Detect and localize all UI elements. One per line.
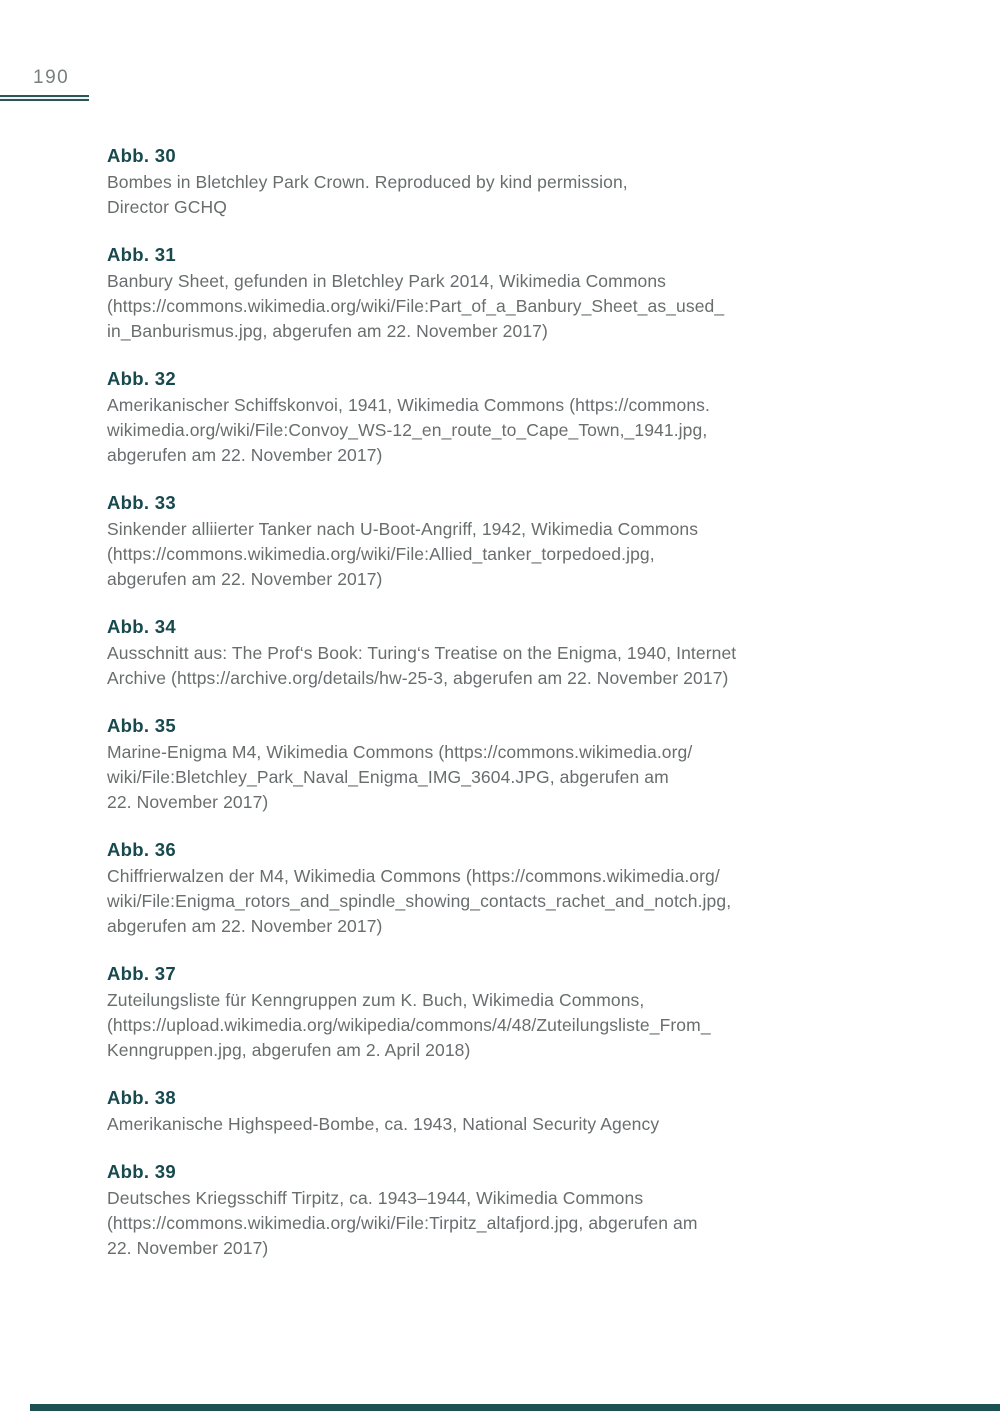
figure-credit-line: wiki/File:Enigma_rotors_and_spindle_showing_contacts_rachet_and_notch.jpg,: [107, 891, 732, 911]
figure-credit-line: Archive (https://archive.org/details/hw-25-3, abgerufen am 22. November 2017): [107, 668, 729, 688]
figure-credit-entry: [107, 143, 847, 220]
figure-credit-line: Chiffrierwalzen der M4, Wikimedia Commons (https://commons.wikimedia.org/: [107, 866, 720, 886]
figure-credit-line: (https://upload.wikimedia.org/wikipedia/commons/4/48/Zuteilungsliste_From_: [107, 1015, 711, 1035]
figure-credit-entry: [107, 490, 847, 592]
footer-bar: [30, 1404, 1000, 1411]
figure-credit-line: (https://commons.wikimedia.org/wiki/File:Allied_tanker_torpedoed.jpg,: [107, 544, 655, 564]
page-number-rule: [0, 95, 89, 101]
figure-credit-line: Ausschnitt aus: The Prof‘s Book: Turing‘s Treatise on the Enigma, 1940, Internet: [107, 643, 737, 663]
figure-credit-line: (https://commons.wikimedia.org/wiki/File:Tirpitz_altafjord.jpg, abgerufen am: [107, 1213, 698, 1233]
figure-credits-list: [107, 143, 847, 1283]
figure-credit-entry: [107, 837, 847, 939]
page-number: 190: [33, 67, 70, 88]
figure-credit-entry: [107, 1159, 847, 1261]
figure-label: Abb. 33: [107, 492, 176, 513]
figure-credit-line: Zuteilungsliste für Kenngruppen zum K. Buch, Wikimedia Commons,: [107, 990, 645, 1010]
figure-credit-line: in_Banburismus.jpg, abgerufen am 22. November 2017): [107, 321, 548, 341]
figure-credit-line: Deutsches Kriegsschiff Tirpitz, ca. 1943–1944, Wikimedia Commons: [107, 1188, 644, 1208]
figure-credit-line: abgerufen am 22. November 2017): [107, 569, 383, 589]
figure-credit-entry: [107, 713, 847, 815]
figure-credit-line: wiki/File:Bletchley_Park_Naval_Enigma_IMG_3604.JPG, abgerufen am: [107, 767, 669, 787]
figure-credit-line: abgerufen am 22. November 2017): [107, 445, 383, 465]
figure-credit-line: Amerikanischer Schiffskonvoi, 1941, Wikimedia Commons (https://commons.: [107, 395, 710, 415]
figure-credit-line: abgerufen am 22. November 2017): [107, 916, 383, 936]
figure-credit-entry: [107, 1085, 847, 1137]
figure-credit-line: Banbury Sheet, gefunden in Bletchley Park 2014, Wikimedia Commons: [107, 271, 667, 291]
figure-label: Abb. 39: [107, 1161, 176, 1182]
figure-label: Abb. 31: [107, 244, 176, 265]
figure-label: Abb. 37: [107, 963, 176, 984]
figure-label: Abb. 36: [107, 839, 176, 860]
figure-credit-line: Amerikanische Highspeed-Bombe, ca. 1943, National Security Agency: [107, 1114, 660, 1134]
figure-credit-line: 22. November 2017): [107, 1238, 269, 1258]
figure-credit-line: Bombes in Bletchley Park Crown. Reproduced by kind permission,: [107, 172, 628, 192]
figure-credit-entry: [107, 961, 847, 1063]
figure-credit-line: Marine-Enigma M4, Wikimedia Commons (https://commons.wikimedia.org/: [107, 742, 693, 762]
figure-credit-line: Sinkender alliierter Tanker nach U-Boot-Angriff, 1942, Wikimedia Commons: [107, 519, 699, 539]
figure-label: Abb. 38: [107, 1087, 176, 1108]
figure-credit-line: wikimedia.org/wiki/File:Convoy_WS-12_en_route_to_Cape_Town,_1941.jpg,: [107, 420, 708, 440]
figure-credit-line: 22. November 2017): [107, 792, 269, 812]
figure-label: Abb. 30: [107, 145, 176, 166]
figure-credit-line: Director GCHQ: [107, 197, 227, 217]
figure-label: Abb. 34: [107, 616, 176, 637]
figure-credit-line: Kenngruppen.jpg, abgerufen am 2. April 2018): [107, 1040, 471, 1060]
figure-credit-entry: [107, 366, 847, 468]
figure-label: Abb. 35: [107, 715, 176, 736]
figure-credit-entry: [107, 242, 847, 344]
figure-credit-entry: [107, 614, 847, 691]
figure-credit-line: (https://commons.wikimedia.org/wiki/File:Part_of_a_Banbury_Sheet_as_used_: [107, 296, 725, 316]
figure-label: Abb. 32: [107, 368, 176, 389]
